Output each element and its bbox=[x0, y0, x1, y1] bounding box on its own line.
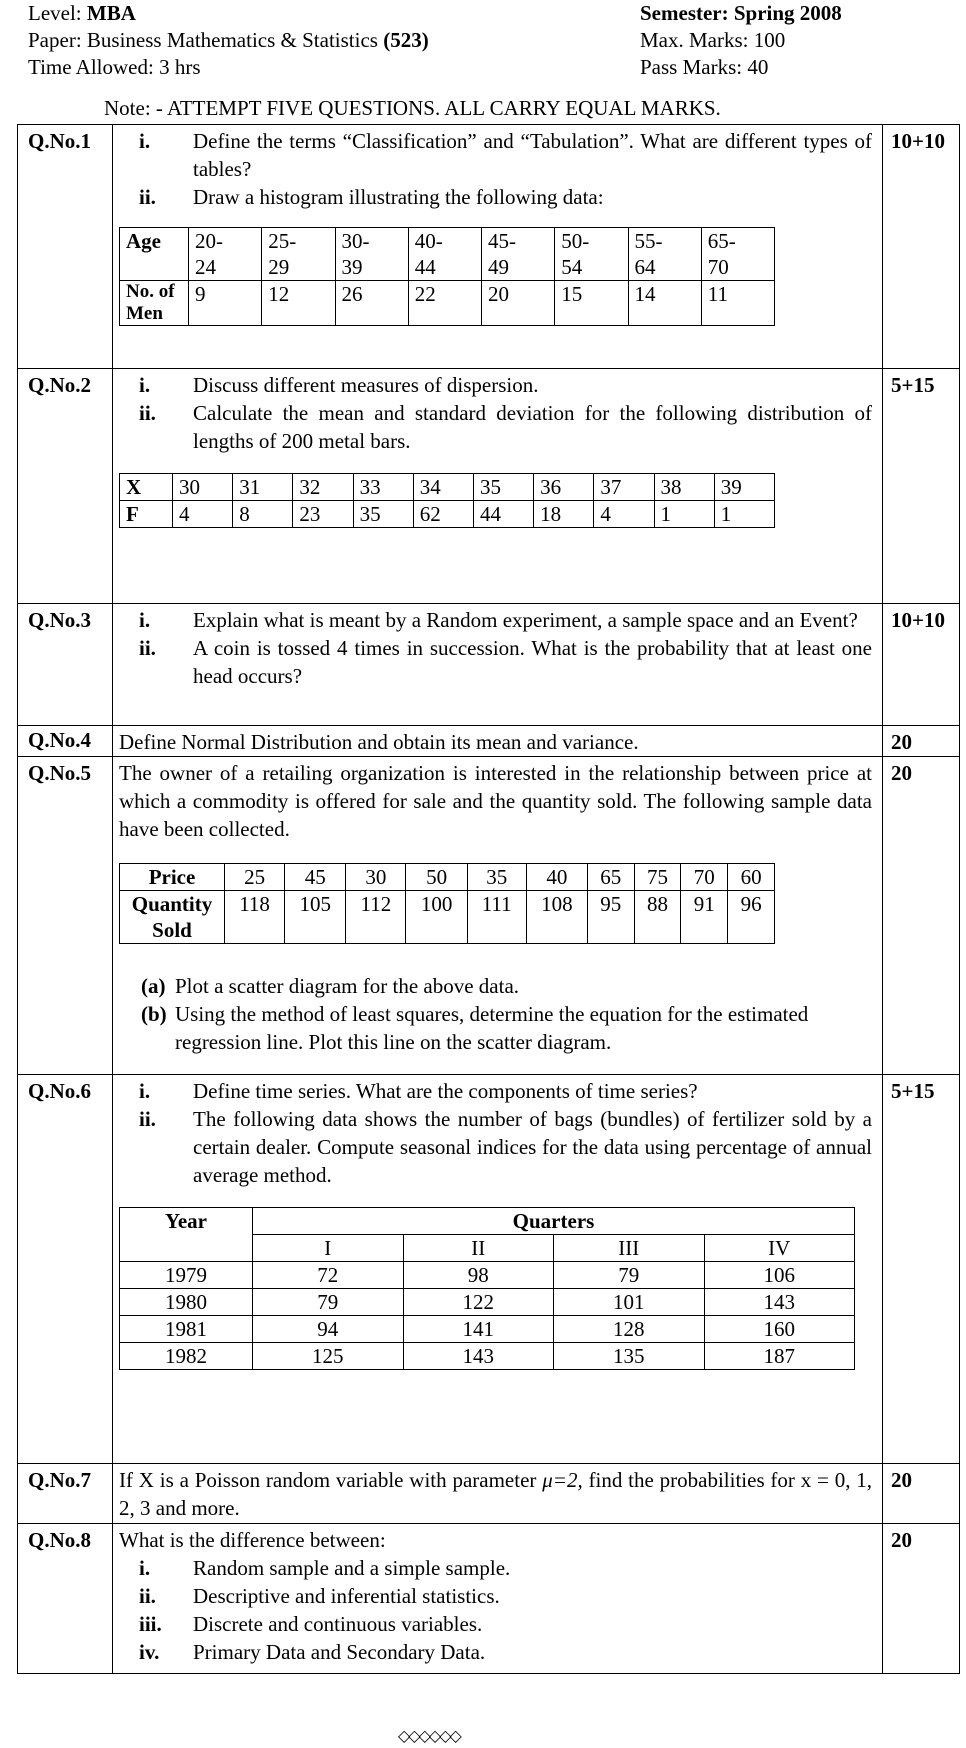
question-text bbox=[119, 1466, 876, 1522]
question-body bbox=[113, 1524, 883, 1674]
qty-cell: 95 bbox=[587, 891, 634, 944]
year-cell: 1980 bbox=[120, 1289, 253, 1316]
question-number: Q.No.6 bbox=[18, 1075, 113, 1464]
sub-text: Plot a scatter diagram for the above data. bbox=[175, 974, 520, 998]
men-cell: 11 bbox=[701, 281, 774, 326]
qty-cell: 100 bbox=[406, 891, 467, 944]
item-number: iv. bbox=[139, 1640, 160, 1664]
price-cell: 25 bbox=[225, 864, 285, 891]
f-cell: 62 bbox=[413, 501, 473, 528]
item-number: ii. bbox=[139, 1584, 156, 1608]
question-row-7 bbox=[18, 1464, 960, 1524]
table-head: Price bbox=[120, 864, 225, 891]
distribution-table bbox=[119, 473, 775, 528]
x-cell: 35 bbox=[473, 474, 533, 501]
paper-label: Paper: Business Mathematics & Statistics bbox=[28, 28, 378, 52]
value-cell: 72 bbox=[253, 1262, 404, 1289]
question-row-8 bbox=[18, 1524, 960, 1674]
item-text: Explain what is meant by a Random experiment, a sample space and an Event? bbox=[193, 608, 858, 632]
value-cell: 101 bbox=[554, 1289, 705, 1316]
qty-cell: 108 bbox=[526, 891, 587, 944]
x-cell: 37 bbox=[594, 474, 654, 501]
age-cell: 55- 64 bbox=[628, 228, 701, 281]
question-marks: 20 bbox=[883, 1524, 960, 1674]
men-cell: 15 bbox=[555, 281, 628, 326]
max-marks: Max. Marks: 100 bbox=[640, 28, 786, 52]
x-cell: 33 bbox=[353, 474, 413, 501]
men-cell: 12 bbox=[262, 281, 335, 326]
qty-cell: 111 bbox=[467, 891, 526, 944]
f-cell: 4 bbox=[594, 501, 654, 528]
text-part: find the probabilities for x = 0, 1, 2, 3 and more. bbox=[119, 1468, 873, 1520]
item-text: Discrete and continuous variables. bbox=[193, 1612, 483, 1636]
question-text: The owner of a retailing organization is interested in the relationship between price at which a commodity is offered for sale and the quantity sold. The following sample data have been collected. bbox=[119, 761, 872, 841]
question-marks: 20 bbox=[883, 726, 960, 757]
end-ornament: ◇◇◇◇◇◇ bbox=[398, 1728, 460, 1745]
men-cell: 9 bbox=[189, 281, 262, 326]
question-number: Q.No.2 bbox=[18, 369, 113, 604]
table-row bbox=[120, 1343, 855, 1370]
table-head: Year bbox=[120, 1208, 253, 1262]
value-cell: 143 bbox=[403, 1343, 554, 1370]
value-cell: 135 bbox=[554, 1343, 705, 1370]
quarter-head: IV bbox=[704, 1235, 855, 1262]
sub-text: Using the method of least squares, determine the equation for the estimated regression line. Plot this line on the scatter diagram. bbox=[175, 1002, 809, 1054]
value-cell: 125 bbox=[253, 1343, 404, 1370]
item-number: i. bbox=[139, 1556, 151, 1580]
sub-label: (a) bbox=[141, 974, 166, 998]
exam-note: Note: - ATTEMPT FIVE QUESTIONS. ALL CARRY EQUAL MARKS. bbox=[104, 96, 721, 120]
item-number: ii. bbox=[139, 185, 156, 209]
x-cell: 30 bbox=[173, 474, 233, 501]
age-cell: 45- 49 bbox=[482, 228, 555, 281]
question-marks: 5+15 bbox=[883, 369, 960, 604]
age-cell: 30- 39 bbox=[335, 228, 408, 281]
quarter-head: I bbox=[253, 1235, 404, 1262]
age-cell: 65- 70 bbox=[701, 228, 774, 281]
header-right bbox=[640, 0, 842, 81]
question-number: Q.No.7 bbox=[18, 1464, 113, 1524]
seasonal-table bbox=[119, 1207, 855, 1370]
f-cell: 1 bbox=[654, 501, 714, 528]
question-text: Define Normal Distribution and obtain its mean and variance. bbox=[119, 730, 639, 754]
table-head: X bbox=[120, 474, 173, 501]
question-body bbox=[113, 1075, 883, 1464]
questions-table bbox=[17, 124, 960, 1674]
question-row-2 bbox=[18, 369, 960, 604]
f-cell: 4 bbox=[173, 501, 233, 528]
value-cell: 94 bbox=[253, 1316, 404, 1343]
year-cell: 1982 bbox=[120, 1343, 253, 1370]
f-cell: 1 bbox=[714, 501, 774, 528]
item-text: Discuss different measures of dispersion. bbox=[193, 373, 539, 397]
age-cell: 25- 29 bbox=[262, 228, 335, 281]
value-cell: 160 bbox=[704, 1316, 855, 1343]
question-marks: 20 bbox=[883, 757, 960, 1075]
age-cell: 50- 54 bbox=[555, 228, 628, 281]
question-number: Q.No.5 bbox=[18, 757, 113, 1075]
header-left bbox=[28, 0, 429, 81]
item-number: i. bbox=[139, 1079, 151, 1103]
question-row-4 bbox=[18, 726, 960, 757]
year-cell: 1981 bbox=[120, 1316, 253, 1343]
question-marks: 10+10 bbox=[883, 125, 960, 369]
table-head: Quantity Sold bbox=[120, 891, 225, 944]
question-marks: 20 bbox=[883, 1464, 960, 1524]
question-body bbox=[113, 726, 883, 757]
question-marks: 10+10 bbox=[883, 604, 960, 726]
item-text: Descriptive and inferential statistics. bbox=[193, 1584, 500, 1608]
item-number: ii. bbox=[139, 1107, 156, 1131]
age-cell: 20- 24 bbox=[189, 228, 262, 281]
x-cell: 39 bbox=[714, 474, 774, 501]
question-row-1 bbox=[18, 125, 960, 369]
table-head: Age bbox=[120, 228, 189, 281]
question-number: Q.No.3 bbox=[18, 604, 113, 726]
value-cell: 143 bbox=[704, 1289, 855, 1316]
sub-label: (b) bbox=[141, 1002, 167, 1026]
table-head: No. of Men bbox=[120, 281, 189, 326]
question-number: Q.No.8 bbox=[18, 1524, 113, 1674]
f-cell: 18 bbox=[534, 501, 594, 528]
x-cell: 31 bbox=[233, 474, 293, 501]
level-label: Level: bbox=[28, 1, 82, 25]
f-cell: 44 bbox=[473, 501, 533, 528]
value-cell: 187 bbox=[704, 1343, 855, 1370]
x-cell: 38 bbox=[654, 474, 714, 501]
men-cell: 20 bbox=[482, 281, 555, 326]
men-cell: 14 bbox=[628, 281, 701, 326]
f-cell: 35 bbox=[353, 501, 413, 528]
value-cell: 106 bbox=[704, 1262, 855, 1289]
table-head: F bbox=[120, 501, 173, 528]
table-head: Quarters bbox=[253, 1208, 855, 1235]
question-row-3 bbox=[18, 604, 960, 726]
price-quantity-table bbox=[119, 863, 775, 944]
qty-cell: 96 bbox=[728, 891, 775, 944]
item-text: Define the terms “Classification” and “Tabulation”. What are different types of tables? bbox=[193, 129, 872, 181]
item-text: The following data shows the number of bags (bundles) of fertilizer sold by a certain dealer. Compute seasonal indices for the data using percentage of annual average method. bbox=[193, 1107, 872, 1187]
price-cell: 45 bbox=[285, 864, 346, 891]
men-cell: 22 bbox=[408, 281, 481, 326]
quarter-head: II bbox=[403, 1235, 554, 1262]
qty-cell: 105 bbox=[285, 891, 346, 944]
item-number: i. bbox=[139, 608, 151, 632]
x-cell: 32 bbox=[293, 474, 353, 501]
item-number: ii. bbox=[139, 401, 156, 425]
item-text: Define time series. What are the components of time series? bbox=[193, 1079, 698, 1103]
price-cell: 50 bbox=[406, 864, 467, 891]
quarter-head: III bbox=[554, 1235, 705, 1262]
item-number: ii. bbox=[139, 636, 156, 660]
text-part: If X is a Poisson random variable with parameter bbox=[119, 1468, 537, 1492]
value-cell: 141 bbox=[403, 1316, 554, 1343]
men-cell: 26 bbox=[335, 281, 408, 326]
f-cell: 23 bbox=[293, 501, 353, 528]
x-cell: 36 bbox=[534, 474, 594, 501]
value-cell: 79 bbox=[253, 1289, 404, 1316]
item-number: i. bbox=[139, 373, 151, 397]
qty-cell: 112 bbox=[346, 891, 406, 944]
price-cell: 65 bbox=[587, 864, 634, 891]
question-number: Q.No.4 bbox=[18, 726, 113, 757]
question-body bbox=[113, 604, 883, 726]
value-cell: 128 bbox=[554, 1316, 705, 1343]
year-cell: 1979 bbox=[120, 1262, 253, 1289]
qty-cell: 118 bbox=[225, 891, 285, 944]
item-text: Random sample and a simple sample. bbox=[193, 1556, 511, 1580]
table-row bbox=[120, 1262, 855, 1289]
table-row bbox=[120, 1316, 855, 1343]
age-cell: 40- 44 bbox=[408, 228, 481, 281]
item-text: A coin is tossed 4 times in succession. What is the probability that at least one head occurs? bbox=[193, 636, 872, 688]
semester: Semester: Spring 2008 bbox=[640, 1, 842, 25]
question-body bbox=[113, 1464, 883, 1524]
value-cell: 122 bbox=[403, 1289, 554, 1316]
time-allowed: Time Allowed: 3 hrs bbox=[28, 55, 201, 79]
price-cell: 60 bbox=[728, 864, 775, 891]
price-cell: 75 bbox=[634, 864, 681, 891]
age-table bbox=[119, 227, 775, 326]
question-text: What is the difference between: bbox=[119, 1528, 386, 1552]
question-number: Q.No.1 bbox=[18, 125, 113, 369]
question-marks: 5+15 bbox=[883, 1075, 960, 1464]
qty-cell: 88 bbox=[634, 891, 681, 944]
f-cell: 8 bbox=[233, 501, 293, 528]
level-value: MBA bbox=[86, 1, 136, 25]
price-cell: 30 bbox=[346, 864, 406, 891]
pass-marks: Pass Marks: 40 bbox=[640, 55, 769, 79]
price-cell: 70 bbox=[681, 864, 728, 891]
question-row-6 bbox=[18, 1075, 960, 1464]
mu-symbol: μ=2, bbox=[542, 1468, 583, 1492]
item-number: i. bbox=[139, 129, 151, 153]
value-cell: 98 bbox=[403, 1262, 554, 1289]
table-row bbox=[120, 1289, 855, 1316]
question-row-5 bbox=[18, 757, 960, 1075]
item-number: iii. bbox=[139, 1612, 162, 1636]
value-cell: 79 bbox=[554, 1262, 705, 1289]
item-text: Primary Data and Secondary Data. bbox=[193, 1640, 486, 1664]
x-cell: 34 bbox=[413, 474, 473, 501]
question-body bbox=[113, 369, 883, 604]
paper-code: (523) bbox=[383, 28, 429, 52]
question-body bbox=[113, 125, 883, 369]
question-body bbox=[113, 757, 883, 1075]
price-cell: 35 bbox=[467, 864, 526, 891]
price-cell: 40 bbox=[526, 864, 587, 891]
item-text: Calculate the mean and standard deviation for the following distribution of lengths of 200 metal bars. bbox=[193, 401, 872, 453]
qty-cell: 91 bbox=[681, 891, 728, 944]
item-text: Draw a histogram illustrating the following data: bbox=[193, 185, 604, 209]
